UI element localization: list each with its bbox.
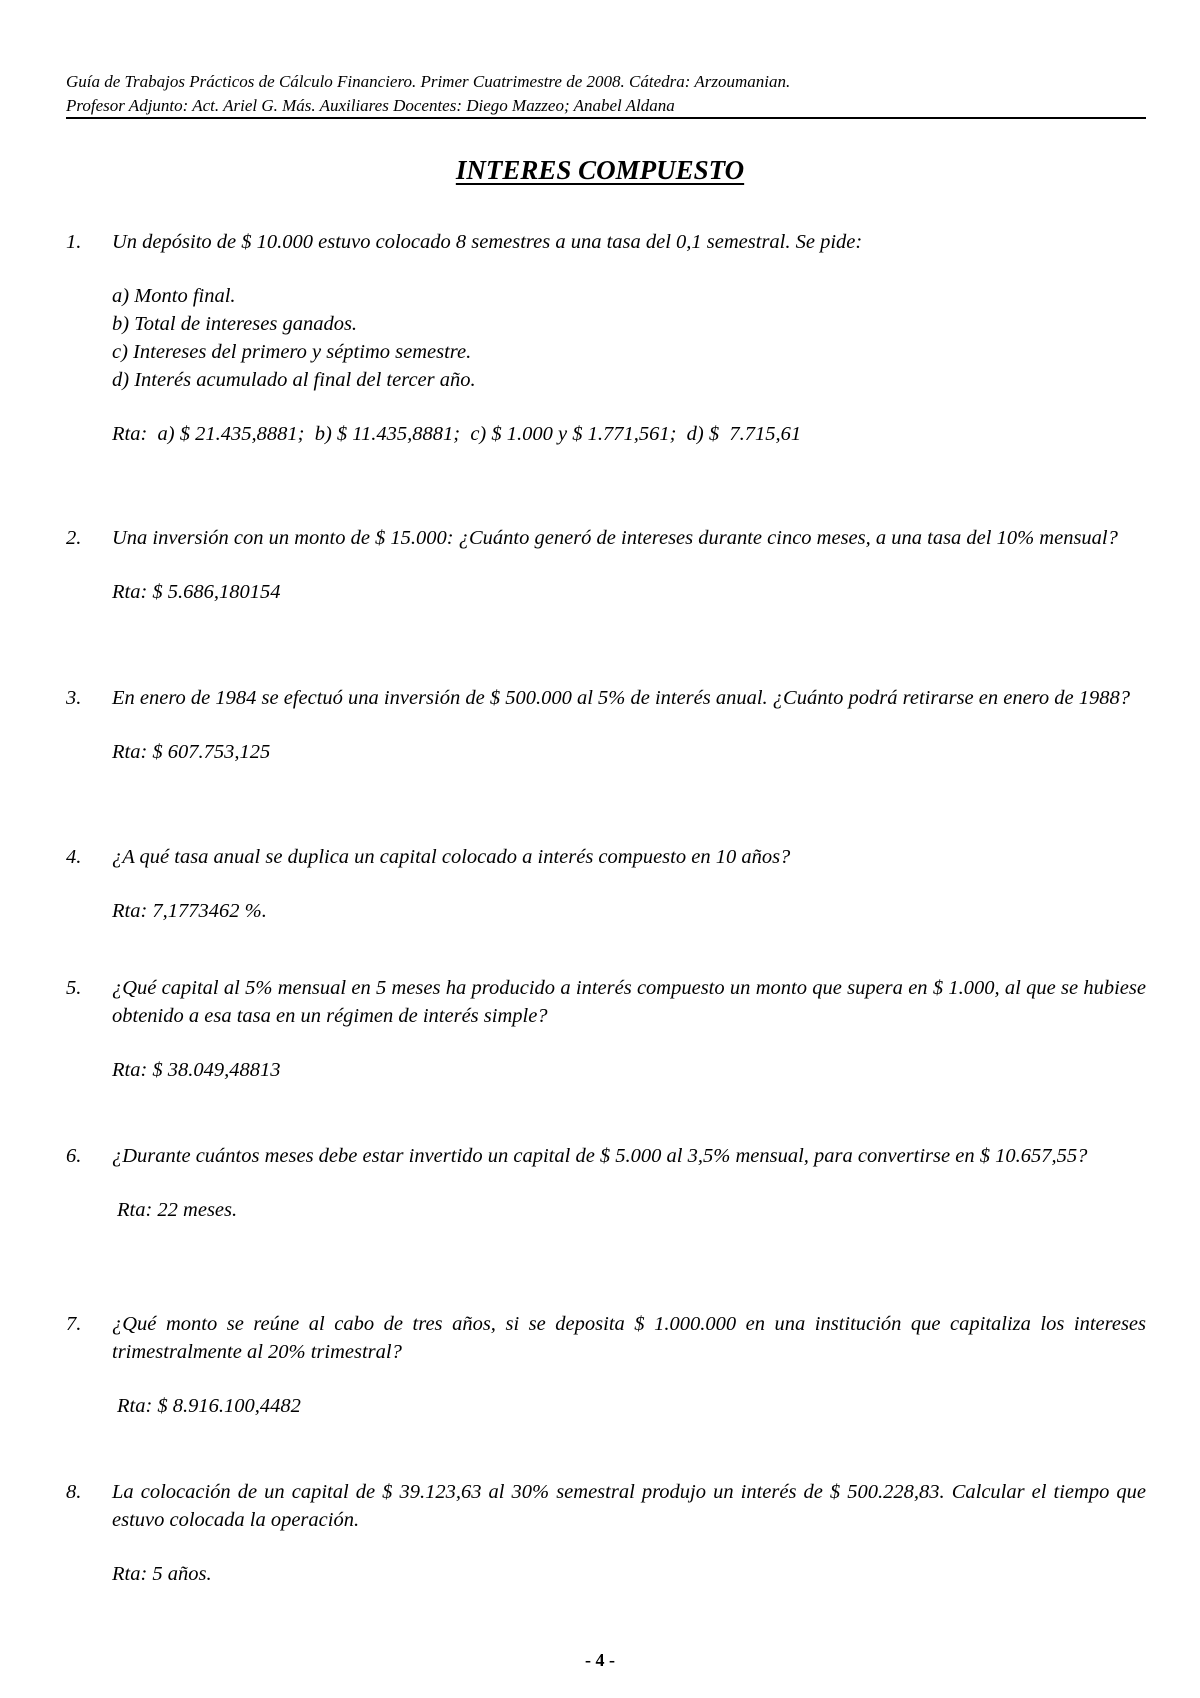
exercise-answer: Rta: 7,1773462 %. — [112, 900, 267, 922]
subitem-c: c) Intereses del primero y séptimo semestre. — [112, 341, 472, 363]
exercise-subitems — [112, 282, 1146, 394]
exercise-number: 2. — [66, 527, 82, 549]
exercise-4 — [66, 843, 1146, 925]
exercise-5 — [66, 974, 1146, 1084]
exercise-number: 6. — [66, 1145, 82, 1167]
header-line-2: Profesor Adjunto: Act. Ariel G. Más. Auxiliares Docentes: Diego Mazzeo; Anabel Aldana — [66, 96, 675, 115]
exercise-number: 5. — [66, 977, 82, 999]
exercise-text: ¿Qué monto se reúne al cabo de tres años, si se deposita $ 1.000.000 en una institución que capitaliza los intereses trimestralmente al 20% trimestral? — [112, 1313, 1146, 1363]
page-number: - 4 - — [585, 1650, 615, 1670]
subitem-d: d) Interés acumulado al final del tercer año. — [112, 369, 476, 391]
header-line-1: Guía de Trabajos Prácticos de Cálculo Financiero. Primer Cuatrimestre de 2008. Cátedra: Arzoumanian. — [66, 72, 791, 91]
exercise-8 — [66, 1478, 1146, 1588]
exercise-answer: Rta: 5 años. — [112, 1563, 212, 1585]
exercise-text: ¿Durante cuántos meses debe estar invertido un capital de $ 5.000 al 3,5% mensual, para convertirse en $ 10.657,55? — [112, 1145, 1088, 1167]
exercise-3 — [66, 684, 1146, 766]
exercise-text: ¿Qué capital al 5% mensual en 5 meses ha producido a interés compuesto un monto que supera en $ 1.000, al que se hubiese obtenido a esa tasa en un régimen de interés simple? — [112, 977, 1146, 1027]
exercise-answer: Rta: 22 meses. — [117, 1199, 238, 1221]
subitem-a: a) Monto final. — [112, 285, 236, 307]
exercise-number: 7. — [66, 1313, 82, 1335]
exercise-text: Una inversión con un monto de $ 15.000: ¿Cuánto generó de intereses durante cinco meses, a una tasa del 10% mensual? — [112, 527, 1118, 549]
exercise-number: 1. — [66, 231, 82, 253]
exercise-number: 3. — [66, 687, 82, 709]
section-title: INTERES COMPUESTO — [455, 155, 745, 185]
header-divider — [66, 117, 1146, 119]
exercise-answer: Rta: a) $ 21.435,8881; b) $ 11.435,8881; c) $ 1.000 y $ 1.771,561; d) $ 7.715,61 — [112, 423, 802, 445]
page-header — [66, 70, 1146, 118]
exercise-text: La colocación de un capital de $ 39.123,63 al 30% semestral produjo un interés de $ 500.228,83. Calcular el tiempo que estuvo colocada la operación. — [112, 1481, 1146, 1531]
exercise-7 — [66, 1310, 1146, 1420]
exercise-number: 4. — [66, 846, 82, 868]
exercise-answer: Rta: $ 607.753,125 — [112, 741, 271, 763]
exercise-text: ¿A qué tasa anual se duplica un capital colocado a interés compuesto en 10 años? — [112, 846, 791, 868]
subitem-b: b) Total de intereses ganados. — [112, 313, 358, 335]
exercise-text: En enero de 1984 se efectuó una inversión de $ 500.000 al 5% de interés anual. ¿Cuánto podrá retirarse en enero de 1988? — [112, 687, 1131, 709]
exercise-text: Un depósito de $ 10.000 estuvo colocado 8 semestres a una tasa del 0,1 semestral. Se pide: — [112, 231, 863, 253]
exercise-number: 8. — [66, 1481, 82, 1503]
exercise-2 — [66, 524, 1146, 606]
exercise-1 — [66, 228, 1146, 448]
exercise-answer: Rta: $ 5.686,180154 — [112, 581, 281, 603]
exercise-answer: Rta: $ 38.049,48813 — [112, 1059, 281, 1081]
exercise-answer: Rta: $ 8.916.100,4482 — [117, 1395, 301, 1417]
exercise-6 — [66, 1142, 1146, 1224]
